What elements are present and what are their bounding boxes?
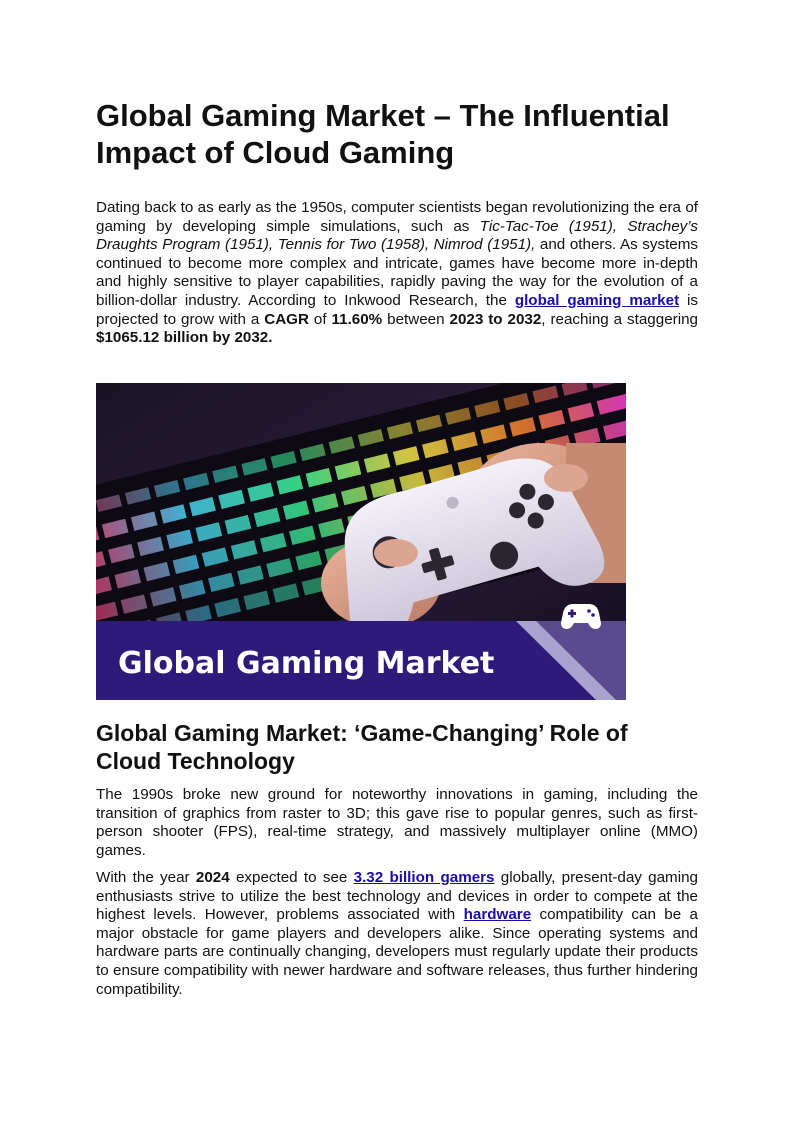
cagr-value: 11.60% — [331, 310, 383, 328]
gamers-count-link[interactable]: 3.32 billion gamers — [353, 869, 495, 886]
cagr-label: CAGR — [264, 310, 309, 328]
game-title: Tic-Tac-Toe (1951), — [479, 217, 618, 235]
market-value: $1065.12 billion by 2032. — [96, 329, 273, 347]
banner-caption: Global Gaming Market — [118, 646, 495, 681]
hardware-link[interactable]: hardware — [463, 906, 532, 924]
intro-text: and others. As systems continued to become more complex and intricate, games have become more in-depth and highly sensitive to player capabilities, rapidly paving the way for the evolution of a billion-dollar industry. According to Inkwood Research, the — [96, 236, 699, 309]
forecast-period: 2023 to 2032 — [449, 310, 542, 328]
game-title: Tennis for Two (1958), Nimrod (1951), — [277, 236, 536, 254]
hero-image — [96, 383, 626, 700]
game-title: Strachey’s Draughts Program (1951), — [96, 217, 698, 254]
page-title: Global Gaming Market – The Influential Impact of Cloud Gaming — [96, 98, 670, 170]
body-paragraph-2: With the year 2024 expected to see 3.32 billion gamers globally, present-day gaming enthusiasts strive to utilize the best technology and devices in order to compete at the highest levels. However, problems associated with hardware compatibility can be a major obstacle for game players and developers alike. Since operating systems and hardware parts are continually changing, developers must regularly update their products to ensure compatibility with newer hardware and software releases, thus further hindering compatibility. — [96, 869, 698, 998]
section-heading: Global Gaming Market: ‘Game-Changing’ Role of Cloud Technology — [96, 720, 628, 774]
intro-text: Dating back to as early as the 1950s, computer scientists began revolutionizing the era of gaming by developing simple simulations, such as — [96, 199, 698, 235]
paragraph-text: The 1990s broke new ground for noteworthy innovations in gaming, including the transition of graphics from raster to 3D; this gave rise to popular genres, such as first-person shooter (FPS), real-time strategy, and massively multiplayer online (MMO) games. — [96, 786, 698, 859]
intro-paragraph: Dating back to as early as the 1950s, computer scientists began revolutionizing the era of gaming by developing simple simulations, such as Tic-Tac-Toe (1951), Strachey’s Draughts Program (1951), Tennis for Two (1958), Nimrod (1951), and others. As systems continued to become more complex and intricate, games have become more in-depth and highly sensitive to player capabilities, rapidly paving the way for the evolution of a billion-dollar industry. According to Inkwood Research, the global gaming market is projected to grow with a CAGR of 11.60% between 2023 to 2032, reaching a staggering $1065.12 billion by 2032. — [96, 199, 699, 347]
year-value: 2024 — [195, 869, 230, 886]
body-paragraph-1 — [96, 786, 698, 860]
global-gaming-market-link[interactable]: global gaming market — [514, 291, 680, 309]
